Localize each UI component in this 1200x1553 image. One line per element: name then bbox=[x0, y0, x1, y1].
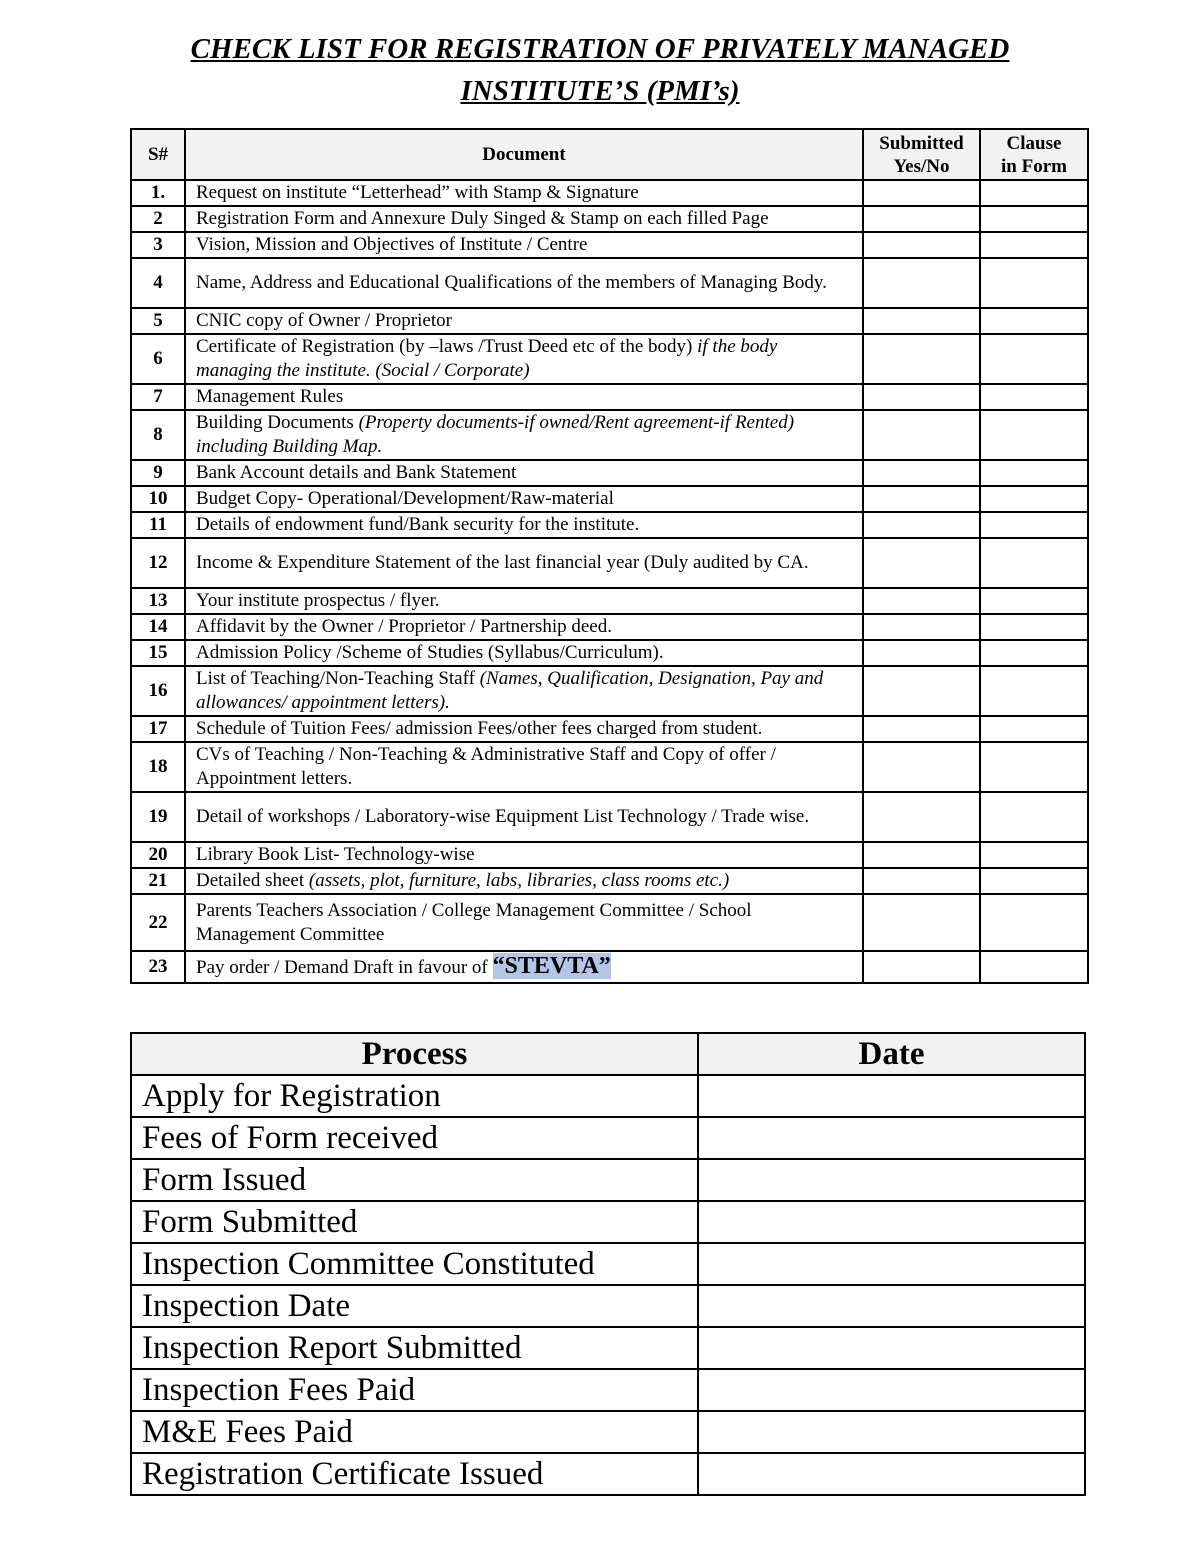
document-text: Pay order / Demand Draft in favour of bbox=[196, 957, 493, 978]
row-document bbox=[185, 894, 863, 951]
table-row bbox=[131, 334, 1088, 384]
table-row bbox=[131, 384, 1088, 410]
table-row bbox=[131, 666, 1088, 716]
table-row bbox=[131, 614, 1088, 640]
process-step: Fees of Form received bbox=[131, 1117, 698, 1159]
process-date-cell[interactable] bbox=[698, 1117, 1085, 1159]
submitted-cell[interactable] bbox=[863, 258, 980, 308]
row-number: 13 bbox=[131, 588, 185, 614]
document-text: Detailed sheet bbox=[196, 870, 309, 891]
document-text: Admission Policy /Scheme of Studies (Syllabus/Curriculum). bbox=[196, 642, 664, 663]
table-row bbox=[131, 1411, 1085, 1453]
table-row bbox=[131, 1159, 1085, 1201]
table-row bbox=[131, 538, 1088, 588]
submitted-cell[interactable] bbox=[863, 951, 980, 983]
row-number: 17 bbox=[131, 716, 185, 742]
clause-cell[interactable] bbox=[980, 742, 1088, 792]
process-date-cell[interactable] bbox=[698, 1369, 1085, 1411]
row-document bbox=[185, 460, 863, 486]
process-step: Inspection Committee Constituted bbox=[131, 1243, 698, 1285]
row-number: 4 bbox=[131, 258, 185, 308]
clause-cell[interactable] bbox=[980, 512, 1088, 538]
row-document bbox=[185, 512, 863, 538]
document-checklist-table bbox=[130, 128, 1089, 984]
row-document bbox=[185, 666, 863, 716]
submitted-cell[interactable] bbox=[863, 410, 980, 460]
document-text: Bank Account details and Bank Statement bbox=[196, 462, 517, 483]
process-step: Inspection Date bbox=[131, 1285, 698, 1327]
process-table bbox=[130, 1032, 1086, 1496]
table-row bbox=[131, 951, 1088, 983]
header-document: Document bbox=[185, 129, 863, 180]
row-document bbox=[185, 792, 863, 842]
process-body bbox=[131, 1075, 1085, 1495]
page-title bbox=[0, 28, 1200, 112]
document-note: (assets, plot, furniture, labs, libraries, class rooms etc.) bbox=[308, 870, 730, 891]
process-step: Inspection Fees Paid bbox=[131, 1369, 698, 1411]
row-number: 15 bbox=[131, 640, 185, 666]
table-row bbox=[131, 1327, 1085, 1369]
process-step: Registration Certificate Issued bbox=[131, 1453, 698, 1495]
table-row bbox=[131, 588, 1088, 614]
row-number: 12 bbox=[131, 538, 185, 588]
document-text: Parents Teachers Association / College Management Committee / School Management Committee bbox=[196, 899, 757, 945]
document-text: Request on institute “Letterhead” with Stamp & Signature bbox=[196, 182, 639, 203]
row-number: 21 bbox=[131, 868, 185, 894]
table-row bbox=[131, 1453, 1085, 1495]
clause-cell[interactable] bbox=[980, 588, 1088, 614]
document-text: Vision, Mission and Objectives of Institute / Centre bbox=[196, 234, 588, 255]
title-line-2: INSTITUTE’S (PMI’s) bbox=[460, 75, 740, 107]
process-date-cell[interactable] bbox=[698, 1327, 1085, 1369]
submitted-cell[interactable] bbox=[863, 614, 980, 640]
checklist-header-row bbox=[131, 129, 1088, 180]
process-date-cell[interactable] bbox=[698, 1159, 1085, 1201]
row-document bbox=[185, 258, 863, 308]
header-submitted-line-2: Yes/No bbox=[893, 155, 950, 177]
process-date-cell[interactable] bbox=[698, 1201, 1085, 1243]
table-row bbox=[131, 1117, 1085, 1159]
clause-cell[interactable] bbox=[980, 334, 1088, 384]
row-document bbox=[185, 232, 863, 258]
row-document bbox=[185, 640, 863, 666]
clause-cell[interactable] bbox=[980, 410, 1088, 460]
row-document bbox=[185, 308, 863, 334]
submitted-cell[interactable] bbox=[863, 486, 980, 512]
document-text: Name, Address and Educational Qualifications of the members of Managing Body. bbox=[196, 272, 827, 293]
document-text: Your institute prospectus / flyer. bbox=[196, 590, 440, 611]
row-document bbox=[185, 868, 863, 894]
clause-cell[interactable] bbox=[980, 614, 1088, 640]
process-step: Form Issued bbox=[131, 1159, 698, 1201]
document-text: Library Book List- Technology-wise bbox=[196, 844, 475, 865]
submitted-cell[interactable] bbox=[863, 666, 980, 716]
document-text: List of Teaching/Non-Teaching Staff bbox=[196, 668, 480, 689]
process-header-row bbox=[131, 1033, 1085, 1075]
title-line-1: CHECK LIST FOR REGISTRATION OF PRIVATELY MANAGED bbox=[190, 33, 1010, 65]
row-number: 20 bbox=[131, 842, 185, 868]
submitted-cell[interactable] bbox=[863, 206, 980, 232]
row-number: 2 bbox=[131, 206, 185, 232]
table-row bbox=[131, 640, 1088, 666]
checklist-body bbox=[131, 180, 1088, 983]
submitted-cell[interactable] bbox=[863, 842, 980, 868]
document-text: Affidavit by the Owner / Proprietor / Partnership deed. bbox=[196, 616, 612, 637]
submitted-cell[interactable] bbox=[863, 716, 980, 742]
document-text: Management Rules bbox=[196, 386, 344, 407]
table-row bbox=[131, 512, 1088, 538]
table-row bbox=[131, 894, 1088, 951]
clause-cell[interactable] bbox=[980, 384, 1088, 410]
table-row bbox=[131, 206, 1088, 232]
process-step: Inspection Report Submitted bbox=[131, 1327, 698, 1369]
process-date-cell[interactable] bbox=[698, 1285, 1085, 1327]
document-text: Schedule of Tuition Fees/ admission Fees/other fees charged from student. bbox=[196, 718, 763, 739]
row-number: 11 bbox=[131, 512, 185, 538]
clause-cell[interactable] bbox=[980, 232, 1088, 258]
submitted-cell[interactable] bbox=[863, 334, 980, 384]
document-text: Building Documents bbox=[196, 412, 359, 433]
document-note: (Property documents-if owned/Rent agreement-if Rented) including Building Map. bbox=[196, 412, 795, 457]
row-number: 8 bbox=[131, 410, 185, 460]
document-text: CNIC copy of Owner / Proprietor bbox=[196, 310, 452, 331]
submitted-cell[interactable] bbox=[863, 308, 980, 334]
row-document bbox=[185, 951, 863, 983]
clause-cell[interactable] bbox=[980, 842, 1088, 868]
header-sno: S# bbox=[131, 129, 185, 180]
table-row bbox=[131, 868, 1088, 894]
header-submitted bbox=[863, 129, 980, 180]
process-step: M&E Fees Paid bbox=[131, 1411, 698, 1453]
table-row bbox=[131, 232, 1088, 258]
row-document bbox=[185, 614, 863, 640]
row-number: 23 bbox=[131, 951, 185, 983]
table-row bbox=[131, 1075, 1085, 1117]
submitted-cell[interactable] bbox=[863, 460, 980, 486]
submitted-cell[interactable] bbox=[863, 894, 980, 951]
document-text: Budget Copy- Operational/Development/Raw-material bbox=[196, 488, 614, 509]
row-number: 3 bbox=[131, 232, 185, 258]
table-row bbox=[131, 716, 1088, 742]
row-number: 7 bbox=[131, 384, 185, 410]
table-row bbox=[131, 742, 1088, 792]
row-number: 14 bbox=[131, 614, 185, 640]
document-text: Certificate of Registration (by –laws /Trust Deed etc of the body) bbox=[196, 336, 698, 357]
clause-cell[interactable] bbox=[980, 486, 1088, 512]
row-document bbox=[185, 334, 863, 384]
row-document bbox=[185, 842, 863, 868]
clause-cell[interactable] bbox=[980, 640, 1088, 666]
row-number: 19 bbox=[131, 792, 185, 842]
process-date-cell[interactable] bbox=[698, 1411, 1085, 1453]
row-document bbox=[185, 206, 863, 232]
submitted-cell[interactable] bbox=[863, 538, 980, 588]
table-row bbox=[131, 486, 1088, 512]
row-document bbox=[185, 538, 863, 588]
clause-cell[interactable] bbox=[980, 951, 1088, 983]
process-date-cell[interactable] bbox=[698, 1243, 1085, 1285]
clause-cell[interactable] bbox=[980, 258, 1088, 308]
table-row bbox=[131, 410, 1088, 460]
row-document bbox=[185, 384, 863, 410]
header-clause-line-1: Clause bbox=[1006, 132, 1062, 154]
row-number: 9 bbox=[131, 460, 185, 486]
document-text: Registration Form and Annexure Duly Singed & Stamp on each filled Page bbox=[196, 208, 769, 229]
row-number: 22 bbox=[131, 894, 185, 951]
row-number: 5 bbox=[131, 308, 185, 334]
table-row bbox=[131, 792, 1088, 842]
document-text: Details of endowment fund/Bank security for the institute. bbox=[196, 514, 640, 535]
document-note: if the body managing the institute. (Social / Corporate) bbox=[196, 336, 778, 381]
table-row bbox=[131, 180, 1088, 206]
process-step: Apply for Registration bbox=[131, 1075, 698, 1117]
clause-cell[interactable] bbox=[980, 792, 1088, 842]
table-row bbox=[131, 1201, 1085, 1243]
submitted-cell[interactable] bbox=[863, 232, 980, 258]
clause-cell[interactable] bbox=[980, 868, 1088, 894]
process-step: Form Submitted bbox=[131, 1201, 698, 1243]
row-number: 1. bbox=[131, 180, 185, 206]
submitted-cell[interactable] bbox=[863, 588, 980, 614]
row-document bbox=[185, 410, 863, 460]
row-document bbox=[185, 180, 863, 206]
document-text: CVs of Teaching / Non-Teaching & Administrative Staff and Copy of offer / Appointment letters. bbox=[196, 744, 780, 789]
submitted-cell[interactable] bbox=[863, 742, 980, 792]
clause-cell[interactable] bbox=[980, 308, 1088, 334]
submitted-cell[interactable] bbox=[863, 640, 980, 666]
table-row bbox=[131, 1243, 1085, 1285]
table-row bbox=[131, 1369, 1085, 1411]
submitted-cell[interactable] bbox=[863, 180, 980, 206]
clause-cell[interactable] bbox=[980, 206, 1088, 232]
document-text: Income & Expenditure Statement of the last financial year (Duly audited by CA. bbox=[196, 552, 809, 573]
row-document bbox=[185, 716, 863, 742]
clause-cell[interactable] bbox=[980, 538, 1088, 588]
row-number: 16 bbox=[131, 666, 185, 716]
row-document bbox=[185, 588, 863, 614]
table-row bbox=[131, 308, 1088, 334]
row-document bbox=[185, 486, 863, 512]
header-date: Date bbox=[698, 1033, 1085, 1075]
row-number: 10 bbox=[131, 486, 185, 512]
clause-cell[interactable] bbox=[980, 716, 1088, 742]
header-clause-line-2: in Form bbox=[1001, 155, 1067, 177]
clause-cell[interactable] bbox=[980, 460, 1088, 486]
highlighted-payee: “STEVTA” bbox=[492, 953, 611, 979]
submitted-cell[interactable] bbox=[863, 792, 980, 842]
process-date-cell[interactable] bbox=[698, 1453, 1085, 1495]
submitted-cell[interactable] bbox=[863, 868, 980, 894]
header-process: Process bbox=[131, 1033, 698, 1075]
table-row bbox=[131, 1285, 1085, 1327]
header-submitted-line-1: Submitted bbox=[879, 132, 964, 154]
clause-cell[interactable] bbox=[980, 180, 1088, 206]
clause-cell[interactable] bbox=[980, 894, 1088, 951]
table-row bbox=[131, 842, 1088, 868]
process-date-cell[interactable] bbox=[698, 1075, 1085, 1117]
document-note: (Names, Qualification, Designation, Pay and allowances/ appointment letters). bbox=[196, 668, 824, 713]
clause-cell[interactable] bbox=[980, 666, 1088, 716]
row-number: 18 bbox=[131, 742, 185, 792]
table-row bbox=[131, 258, 1088, 308]
header-clause bbox=[980, 129, 1088, 180]
submitted-cell[interactable] bbox=[863, 512, 980, 538]
submitted-cell[interactable] bbox=[863, 384, 980, 410]
row-number: 6 bbox=[131, 334, 185, 384]
table-row bbox=[131, 460, 1088, 486]
row-document bbox=[185, 742, 863, 792]
document-text: Detail of workshops / Laboratory-wise Equipment List Technology / Trade wise. bbox=[196, 806, 810, 827]
